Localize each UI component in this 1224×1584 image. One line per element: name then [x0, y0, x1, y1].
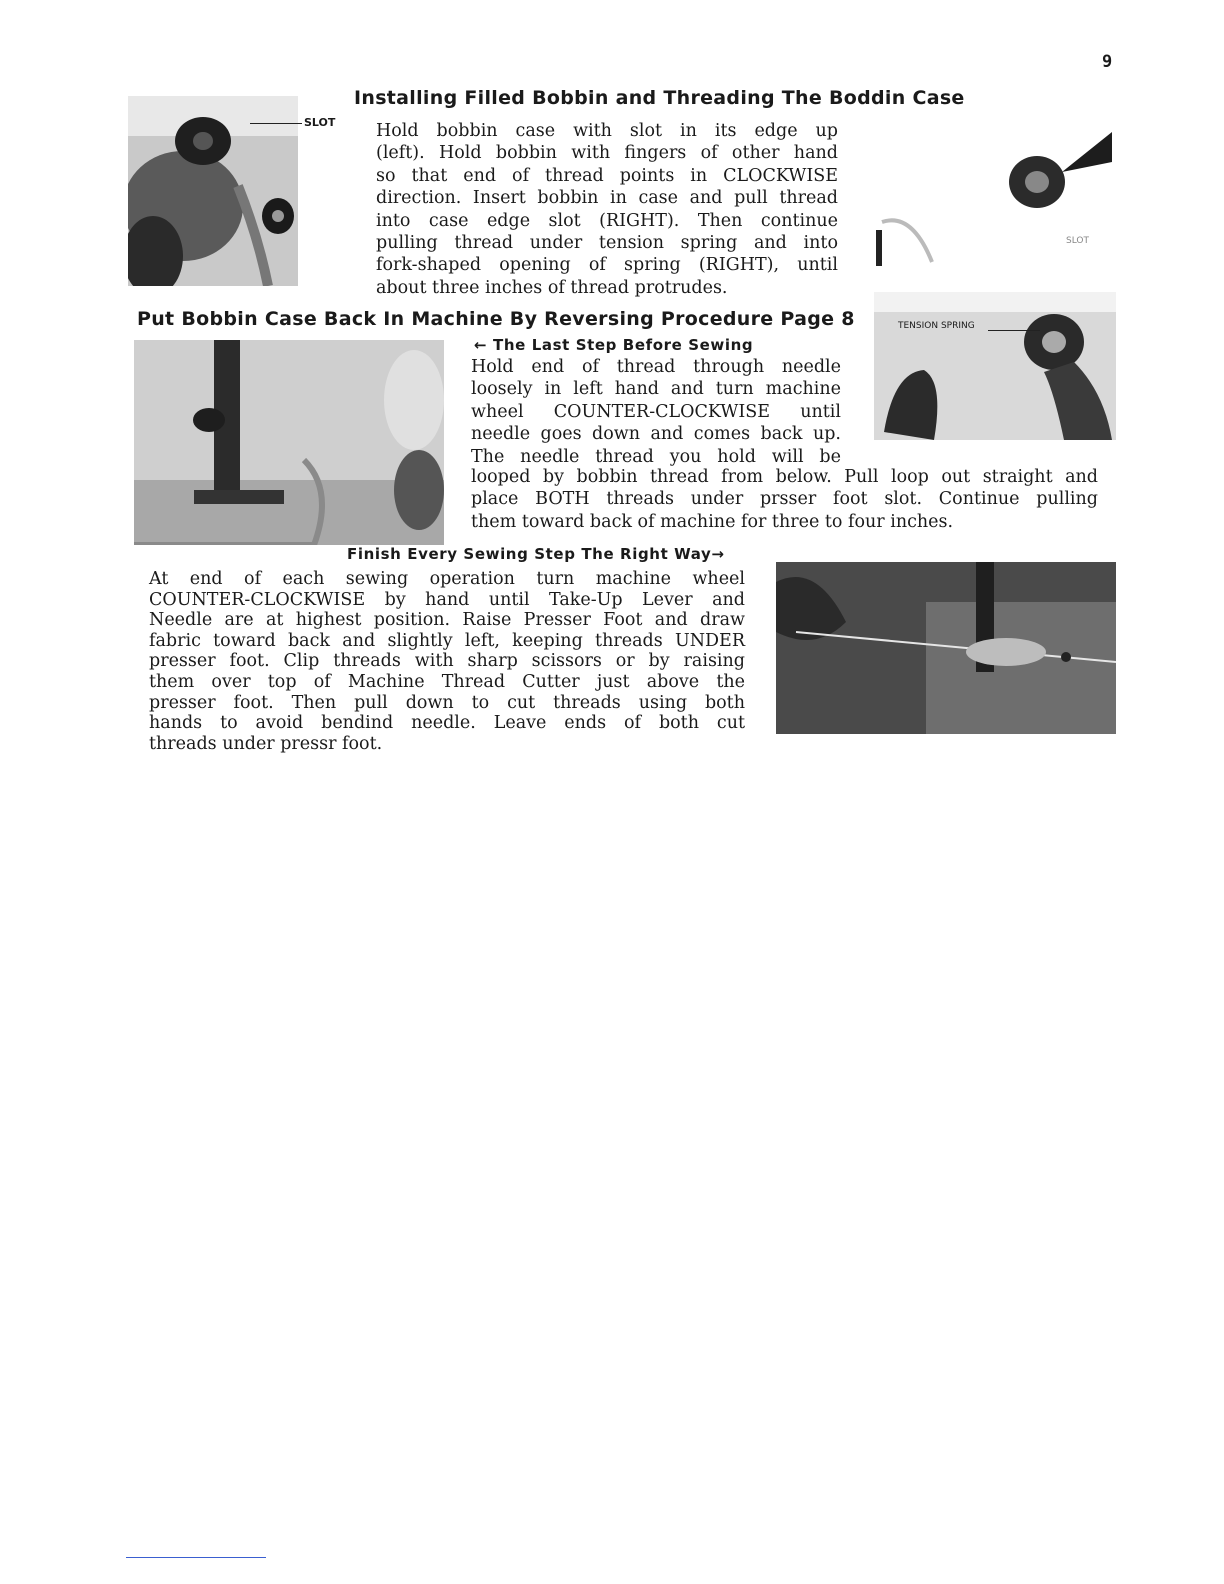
text-line: presser foot. Then pull down to cut threads using both [149, 692, 745, 713]
section-heading-installing-bobbin: Installing Filled Bobbin and Threading The Boddin Case [354, 87, 965, 109]
text-line: The needle thread you hold will be [471, 446, 841, 467]
text-line: them over top of Machine Thread Cutter just above the [149, 671, 745, 692]
text-line: threads under pressr foot. [149, 733, 383, 754]
text-line: COUNTER-CLOCKWISE by hand until Take-Up Lever and [149, 589, 745, 610]
photo-presser-foot-needle [134, 340, 444, 545]
text-line: place BOTH threads under prsser foot slot. Continue pulling [471, 489, 1098, 510]
section3-paragraph-wide [471, 466, 1098, 533]
text-line: presser foot. Clip threads with sharp scissors or by raising [149, 651, 745, 672]
text-line: about three inches of thread protrudes. [376, 277, 728, 298]
footnote-rule [126, 1557, 266, 1558]
page-number: 9 [1102, 52, 1113, 72]
text-line: wheel COUNTER-CLOCKWISE until [471, 401, 841, 422]
text-line: Hold end of thread through needle [471, 357, 841, 377]
section-heading-last-step: ← The Last Step Before Sewing [474, 336, 754, 354]
text-line: (left). Hold bobbin with fingers of other hand [376, 143, 838, 164]
text-line: direction. Insert bobbin in case and pull thread [376, 188, 838, 209]
text-line: Needle are at highest position. Raise Presser Foot and draw [149, 610, 745, 631]
photo-label-tension-spring: TENSION SPRING [898, 321, 975, 331]
text-line: fork-shaped opening of spring (RIGHT), until [376, 255, 838, 276]
photo-tension-spring [874, 292, 1116, 440]
section3-paragraph-narrow [471, 356, 841, 468]
photo-bobbin-case-in-hand [128, 96, 298, 286]
text-line: them toward back of machine for three to four inches. [471, 511, 954, 532]
photo-label-slot-right: SLOT [1066, 236, 1089, 246]
tension-spring-leader-line [988, 330, 1040, 331]
section1-paragraph [376, 120, 838, 299]
text-line: hands to avoid bendind needle. Leave ends of both cut [149, 713, 745, 734]
text-line: At end of each sewing operation turn machine wheel [149, 569, 745, 589]
photo-bobbin-into-slot [872, 112, 1116, 274]
text-line: loosely in left hand and turn machine [471, 379, 841, 400]
photo-label-slot-left: SLOT [304, 116, 336, 129]
text-line: looped by bobbin thread from below. Pull loop out straight and [471, 467, 1098, 487]
text-line: into case edge slot (RIGHT). Then continue [376, 210, 838, 231]
text-line: pulling thread under tension spring and into [376, 233, 838, 254]
section-heading-put-bobbin-back: Put Bobbin Case Back In Machine By Reversing Procedure Page 8 [137, 308, 855, 330]
section-heading-finish-sewing: Finish Every Sewing Step The Right Way→ [347, 545, 725, 563]
section4-paragraph [149, 569, 745, 754]
text-line: so that end of thread points in CLOCKWISE [376, 165, 838, 186]
text-line: Hold bobbin case with slot in its edge up [376, 121, 838, 141]
slot-leader-line [250, 123, 302, 124]
text-line: fabric toward back and slightly left, keeping threads UNDER [149, 630, 745, 651]
photo-pulling-threads [776, 562, 1116, 734]
text-line: needle goes down and comes back up. [471, 424, 841, 445]
